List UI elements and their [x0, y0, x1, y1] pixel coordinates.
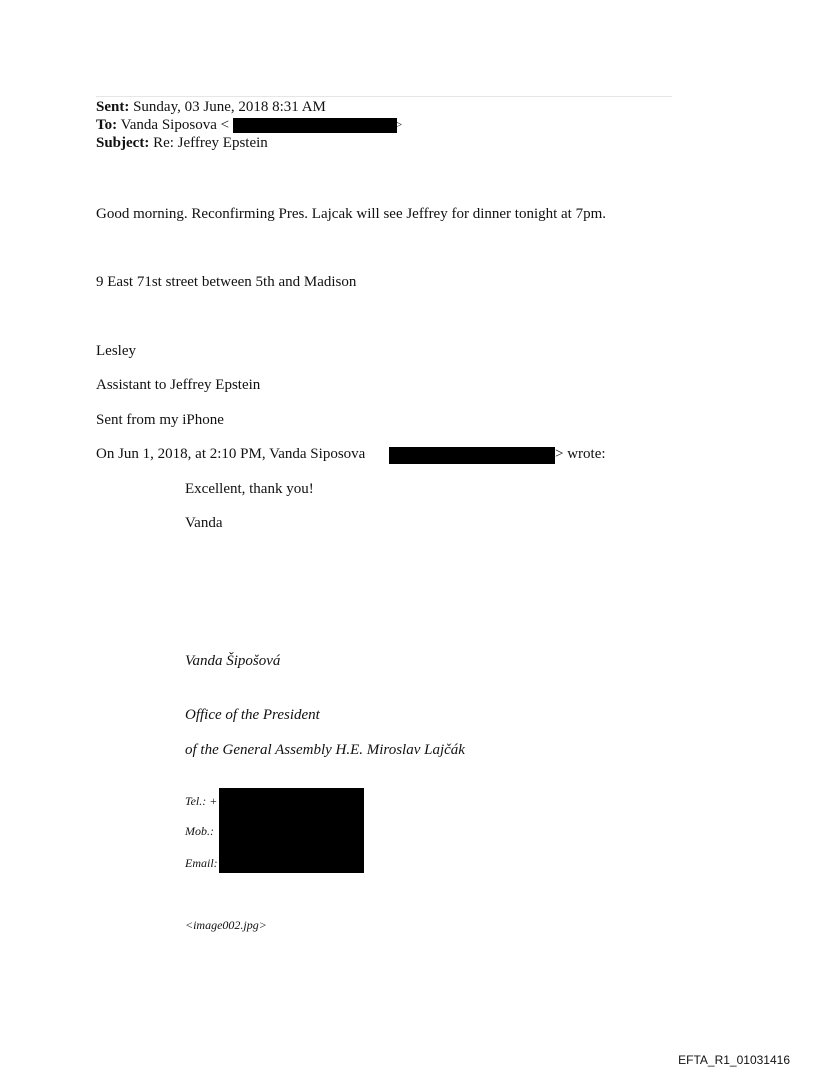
to-email-redaction [233, 118, 397, 133]
signature-office-line2: of the General Assembly H.E. Miroslav Lajčák [185, 742, 465, 758]
signature-tel-label: Tel.: + [185, 794, 218, 808]
body-line-address: 9 East 71st street between 5th and Madison [96, 274, 357, 290]
header-divider [96, 96, 672, 97]
signature-email-label: Email: [185, 856, 218, 870]
signature-contact-redaction [219, 788, 364, 873]
quoted-line-name: Vanda [185, 515, 223, 531]
subject-value: Re: Jeffrey Epstein [153, 135, 268, 151]
to-label: To: [96, 117, 118, 133]
signer-title: Assistant to Jeffrey Epstein [96, 377, 261, 393]
attachment-reference: <image002.jpg> [185, 918, 267, 932]
signature-office-line1: Office of the President [185, 707, 320, 723]
signer-name: Lesley [96, 343, 136, 359]
sent-value: Sunday, 03 June, 2018 8:31 AM [133, 99, 326, 115]
quote-email-redaction [389, 447, 555, 464]
quoted-line-thanks: Excellent, thank you! [185, 481, 314, 497]
to-value: Vanda Siposova < [120, 117, 230, 133]
quote-intro-start: On Jun 1, 2018, at 2:10 PM, Vanda Siposova [96, 446, 366, 462]
quote-intro-end: > wrote: [555, 446, 606, 462]
body-line-confirmation: Good morning. Reconfirming Pres. Lajcak will see Jeffrey for dinner tonight at 7pm. [96, 206, 607, 222]
sent-line [96, 98, 326, 116]
sent-label: Sent: [96, 99, 130, 115]
subject-line [96, 134, 268, 152]
signature-mob-label: Mob.: [185, 824, 214, 838]
document-id: EFTA_R1_01031416 [678, 1053, 790, 1067]
to-close-bracket: > [396, 119, 403, 131]
signature-name: Vanda Šipošová [185, 653, 281, 669]
sent-from-device: Sent from my iPhone [96, 412, 224, 428]
to-line [96, 116, 229, 134]
subject-label: Subject: [96, 135, 150, 151]
